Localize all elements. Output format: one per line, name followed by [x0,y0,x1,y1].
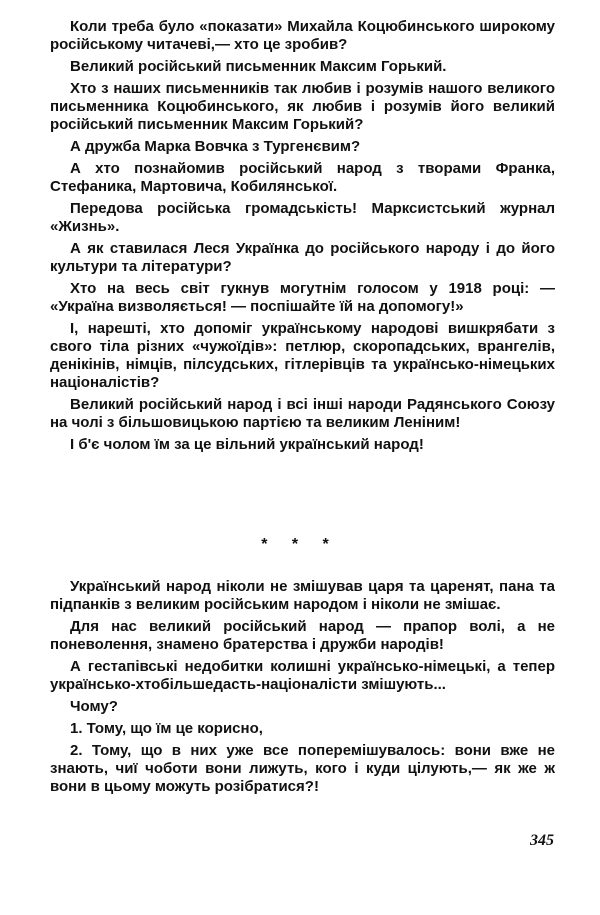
paragraph: Хто на весь світ гукнув могутнім голосом у 1918 році: — «Україна визволяється! — поспішайте їй на допомогу!» [50,280,555,315]
paragraph: Великий російський народ і всі інші народи Радянського Союзу на чолі з більшовицькою партією та великим Леніним! [50,396,555,431]
paragraph: Передова російська громадськість! Марксистський журнал «Жизнь». [50,200,555,235]
paragraph: 1. Тому, що їм це корисно, [70,720,263,737]
paragraph: А дружба Марка Вовчка з Тургенєвим? [70,138,361,155]
paragraph: І б'є чолом їм за це вільний український народ! [70,436,424,453]
paragraph: Великий російський письменник Максим Горький. [70,58,447,75]
paragraph: А як ставилася Леся Українка до російського народу і до його культури та літератури? [50,240,555,275]
paragraph: А хто познайомив російський народ з творами Франка, Стефаника, Мартовича, Кобилянської. [50,160,555,195]
text-section-2 [50,578,555,800]
paragraph: Коли треба було «показати» Михайла Коцюбинського широкому російському читачеві,— хто це зробив? [50,18,555,53]
paragraph: Для нас великий російський народ — прапор волі, а не поневолення, знамено братерства і дружби народів! [50,618,555,653]
paragraph: Український народ ніколи не змішував царя та царенят, пана та підпанків з великим російським народом і ніколи не змішає. [50,578,555,613]
text-section-1 [50,18,555,458]
paragraph: А гестапівські недобитки колишні українсько-німецькі, а тепер українсько-хтобільшедасть-націоналісти змішують... [50,658,555,693]
paragraph: І, нарешті, хто допоміг українському народові вишкрябати з свого тіла різних «чужоїдів»: петлюр, скоропадських, врангелів, денікінів, німців, пілсудських, гітлерівців та українсько-німецьких націоналістів? [50,320,555,391]
paragraph: Чому? [70,698,118,715]
page-number: 345 [530,832,554,849]
section-separator: * * * [261,536,339,553]
paragraph: Хто з наших письменників так любив і розумів нашого великого письменника Коцюбинського, як любив і розумів його великий російський письменник Максим Горький? [50,80,555,133]
paragraph: 2. Тому, що в них уже все поперемішувалось: вони вже не знають, чиї чоботи вони лижуть, кого і куди цілують,— як же ж вони в цьому можуть розібратися?! [50,742,555,795]
